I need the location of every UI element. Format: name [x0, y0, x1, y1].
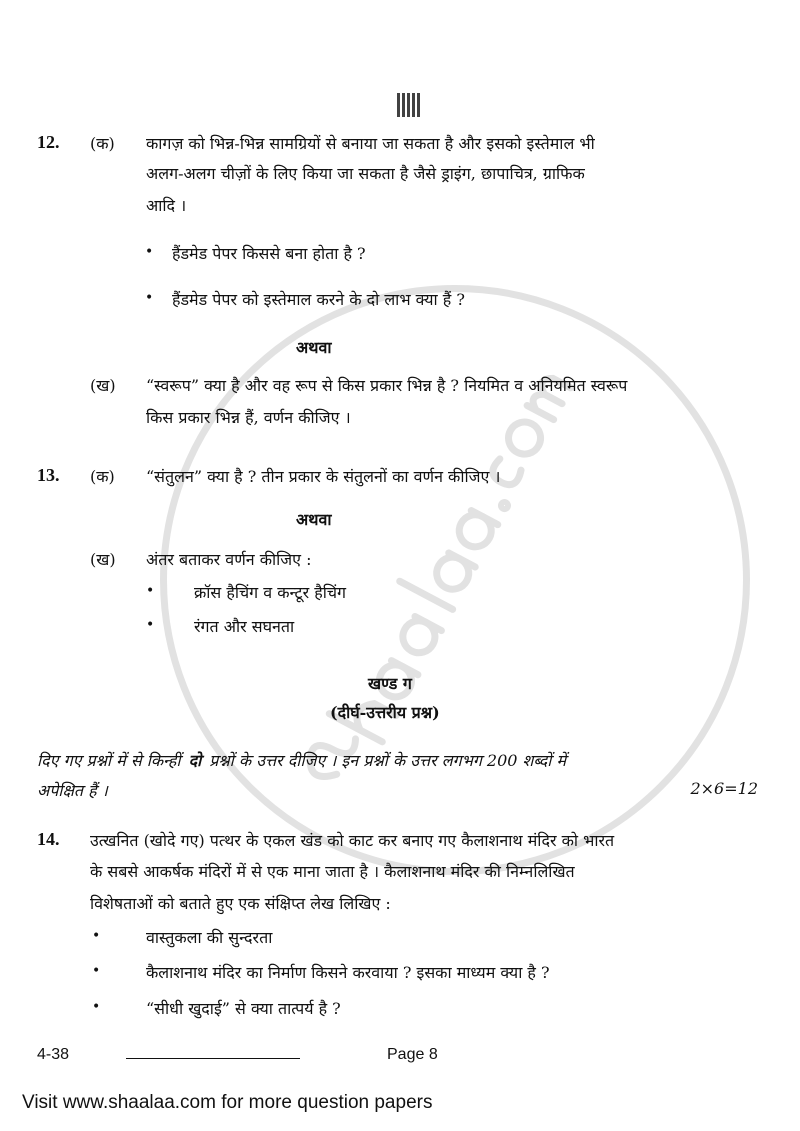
question-text: के सबसे आकर्षक मंदिरों में से एक माना जाता है । कैलाशनाथ मंदिर की निम्नलिखित — [90, 862, 575, 881]
bullet-icon: • — [146, 617, 155, 633]
question-number: 14. — [37, 829, 60, 849]
section-subtitle: (दीर्घ-उत्तरीय प्रश्न) — [330, 703, 440, 722]
question-text: किस प्रकार भिन्न हैं, वर्णन कीजिए । — [146, 408, 351, 427]
instruction-text: प्रश्नों के उत्तर दीजिए । इन प्रश्नों के उत्तर लगभग 200 शब्दों में — [209, 751, 567, 770]
part-label: (क) — [90, 134, 115, 153]
footer-divider — [126, 1058, 300, 1059]
question-text: विशेषताओं को बताते हुए एक संक्षिप्त लेख लिखिए : — [90, 894, 391, 913]
bullet-icon: • — [92, 928, 101, 944]
bullet-icon: • — [92, 963, 101, 979]
instruction-bold: दो — [188, 751, 202, 770]
bullet-text: रंगत और सघनता — [194, 617, 295, 636]
or-label: अथवा — [296, 338, 332, 357]
marks: 2×6=12 — [690, 779, 758, 798]
qr-code-icon — [397, 93, 421, 117]
instructions — [37, 749, 566, 771]
question-text: आदि । — [146, 196, 187, 215]
question-text: अलग-अलग चीज़ों के लिए किया जा सकता है जैसे ड्राइंग, छापाचित्र, ग्राफिक — [146, 164, 585, 183]
bullet-icon: • — [145, 290, 154, 306]
bullet-icon: • — [92, 999, 101, 1015]
part-label: (ख) — [90, 376, 116, 395]
question-text: “स्वरूप” क्या है और वह रूप से किस प्रकार भिन्न है ? नियमित व अनियमित स्वरूप — [146, 376, 628, 395]
section-title: खण्ड ग — [368, 674, 412, 693]
instruction-text: अपेक्षित हैं । — [37, 781, 108, 800]
question-text: कागज़ को भिन्न-भिन्न सामग्रियों से बनाया जा सकता है और इसको इस्तेमाल भी — [146, 134, 595, 153]
visit-link[interactable]: Visit www.shaalaa.com for more question papers — [22, 1092, 433, 1113]
question-text: “संतुलन” क्या है ? तीन प्रकार के संतुलनों का वर्णन कीजिए । — [146, 467, 501, 486]
bullet-text: हैंडमेड पेपर को इस्तेमाल करने के दो लाभ क्या हैं ? — [172, 290, 465, 309]
question-number: 12. — [37, 132, 60, 152]
part-label: (ख) — [90, 550, 116, 569]
question-text: उत्खनित (खोदे गए) पत्थर के एकल खंड को काट कर बनाए गए कैलाशनाथ मंदिर को भारत — [90, 831, 615, 850]
instruction-text: दिए गए प्रश्नों में से किन्हीं — [37, 751, 181, 770]
bullet-text: हैंडमेड पेपर किससे बना होता है ? — [172, 244, 366, 263]
bullet-text: कैलाशनाथ मंदिर का निर्माण किसने करवाया ? इसका माध्यम क्या है ? — [146, 963, 550, 982]
bullet-text: “सीधी खुदाई” से क्या तात्पर्य है ? — [146, 999, 341, 1018]
page-number: Page 8 — [387, 1046, 438, 1063]
bullet-icon: • — [146, 583, 155, 599]
question-text: अंतर बताकर वर्णन कीजिए : — [146, 550, 312, 569]
question-number: 13. — [37, 465, 60, 485]
bullet-icon: • — [145, 244, 154, 260]
bullet-text: क्रॉस हैचिंग व कन्टूर हैचिंग — [194, 583, 347, 602]
bullet-text: वास्तुकला की सुन्दरता — [146, 928, 273, 947]
or-label: अथवा — [296, 510, 332, 529]
paper-code: 4-38 — [37, 1046, 70, 1063]
part-label: (क) — [90, 467, 115, 486]
